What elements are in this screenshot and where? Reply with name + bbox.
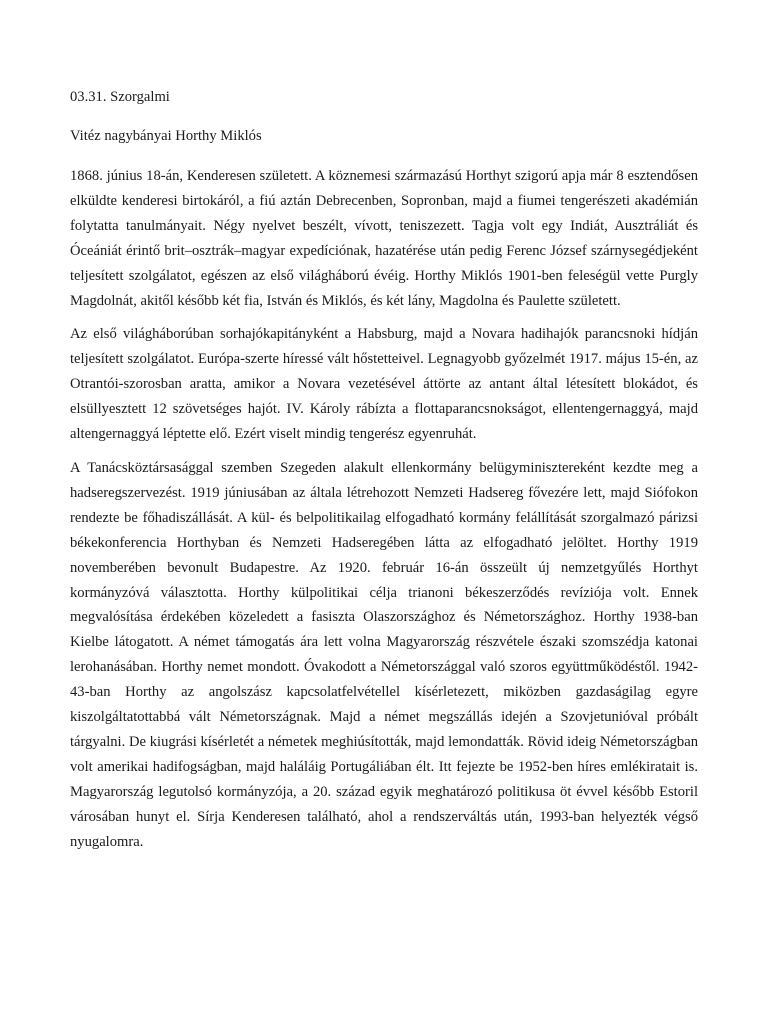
paragraph-world-war-one: Az első világháborúban sorhajókapitányként a Habsburg, majd a Novara hadihajók parancsnoki hídján teljesített szolgálatot. Európa-szerte híressé vált hőstetteivel. Legnagyobb győzelmét 1917. május 15-én, az Otrantói-szorosban aratta, amikor a Novara vezetésével áttörte az antant által létesített blokádot, és elsüllyesztett 12 szövetséges hajót. IV. Károly rábízta a flottaparancsnokságot, ellentengernaggyá, majd altengernaggyá léptette elő. Ezért viselt mindig tengerész egyenruhát. [70, 326, 698, 443]
paragraph-early-life: 1868. június 18-án, Kenderesen született. A köznemesi származású Horthyt szigorú apja már 8 esztendősen elküldte kenderesi birtokáról, a fiú aztán Debrecenben, Sopronban, majd a fiumei tengerészeti akadémián folytatta tanulmányait. Négy nyelvet beszélt, vívott, teniszezett. Tagja volt egy Indiát, Ausztráliát és Óceániát érintő brit–osztrák–magyar expedíciónak, hazatérése után pedig Ferenc József szárnysegédjeként teljesített szolgálatot, egészen az első világháború évéig. Horthy Miklós 1901-ben feleségül vette Purgly Magdolnát, akitől később két fia, István és Miklós, és két lány, Magdolna és Paulette született. [70, 168, 698, 309]
paragraph-regency-and-later-life: A Tanácsköztársasággal szemben Szegeden alakult ellenkormány belügyminisztereként kezdte meg a hadseregszervezést. 1919 júniusában az általa létrehozott Nemzeti Hadsereg fővezére lett, majd Siófokon rendezte be főhadiszállását. A kül- és belpolitikailag elfogadható kormány felállítását szorgalmazó párizsi békekonferencia Horthyban és Nemzeti Hadseregében látta az elfogadható jelöltet. Horthy 1919 novemberében bevonult Budapestre. Az 1920. február 16-án összeült új nemzetgyűlés Horthyt kormányzóvá választotta. Horthy külpolitikai célja trianoni békeszerződés revíziója volt. Ennek megvalósítása érdekében közeledett a fasiszta Olaszországhoz és Németországhoz. Horthy 1938-ban Kielbe látogatott. A német támogatás ára lett volna Magyarország részvétele északi szomszédja katonai lerohanásában. Horthy nemet mondott. Óvakodott a Németországgal való szoros együttműködéstől. 1942-43-ban Horthy az angolszász kapcsolatfelvétellel kísérletezett, miközben gazdaságilag egyre kiszolgáltatottabbá vált Németországnak. Majd a német megszállás idején a Szovjetunióval próbált tárgyalni. De kiugrási kísérletét a németek meghiúsították, majd lemondatták. Rövid ideig Németországban volt amerikai hadifogságban, majd haláláig Portugáliában élt. Itt fejezte be 1952-ben híres emlékiratait is. Magyarország legutolsó kormányzója, a 20. század egyik meghatározó politikusa öt évvel később Estoril városában hunyt el. Sírja Kenderesen található, ahol a rendszerváltás után, 1993-ban helyezték végső nyugalomra. [70, 459, 698, 850]
date-heading: 03.31. Szorgalmi [70, 89, 170, 105]
subject-heading: Vitéz nagybányai Horthy Miklós [70, 128, 262, 144]
